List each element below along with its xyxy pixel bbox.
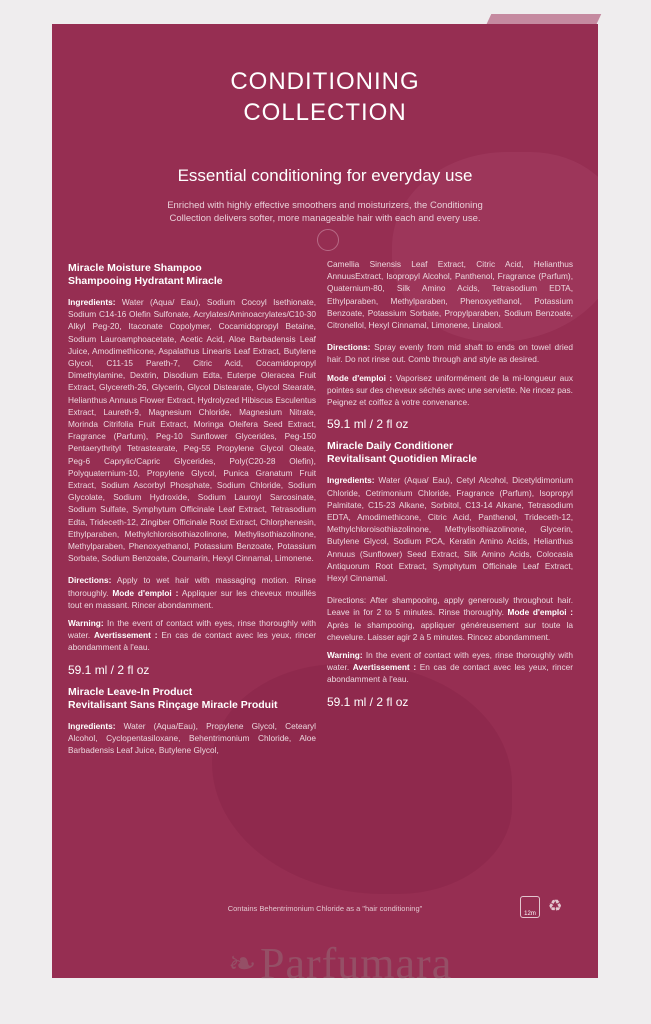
conditioner-size: 59.1 ml / 2 fl oz <box>327 694 409 709</box>
pao-jar-icon: 12m <box>520 896 540 918</box>
leavein-heading: Miracle Leave-In Product Revitalisant Sans Rinçage Miracle Produit <box>68 685 278 711</box>
collection-title <box>52 66 598 128</box>
leaf-icon: ❧ <box>228 945 257 983</box>
shampoo-ingredients: Ingredients: Water (Aqua/ Eau), Sodium Cocoyl Isethionate, Sodium C14-16 Olefin Sulfonate, Acrylates/Aminoacrylates/C10-30 Alkyl Peg-20, Itaconate Copolymer, Cocamidopropyl Betaine, Sodium Lauroamphoacetate, Acetic Acid, Aloe Barbadensis Leaf Juice, Amodimethicone, Aspalathus Linearis Leaf Extract, Butylene Glycol, C11-15 Pareth-7, Citric Acid, Cocamidopropyl Dimethylamine, Dextrin, Disodium Edta, Euterpe Oleracea Fruit Extract, Glycereth-26, Glycerin, Glycol Distearate, Glycol Stearate, Helianthus Annuus Flower Extract, Hydrolyzed Hibiscus Esculentus Extract, Laureth-9, Magnesium Chloride, Magnesium Nitrate, Morinda Citrifolia Fruit Extract, Moringa Oleifera Seed Extract, Fragrance (Parfum), Peg-10 Sunflower Glycerides, Peg-150 Pentaerythrityl Tetrastearate, Peg-55 Propylene Glycol Oleate, Peg-6 Caprylic/Capric Glycerides, Poly(C20-28 Olefin), Polyquaternium-10, Propylene Glycol, Punica Granatum Fruit Extract, Sodium Ascorbyl Phosphate, Sodium Chloride, Sodium Glycolate, Sodium Hydroxide, Sodium Lauroyl Sarcosinate, Sodium Sulfate, Symphytum Officinale Leaf Extract, Tetrasodium Edta, Trideceth-12, Zingiber Officinale Root Extract, Chlorphenesin, Ethylparaben, Methylchloroisothiazolinone, Methylisothiazolinone, Methylparaben, Phenoxyethanol, Potassium Benzoate, Potassium Sorbate, Sodium Benzoate, Coumarin, Hexyl Cinnamal, Limonene. <box>68 297 316 564</box>
conditioner-warning: Warning: In the event of contact with eyes, rinse thoroughly with water. Avertissement : En cas de contact avec les yeux, rincer abondamment à l'eau. <box>327 650 574 685</box>
recycle-icon: ♻ <box>548 898 563 915</box>
shampoo-warning: Warning: In the event of contact with eyes, rinse thoroughly with water. Avertissement : En cas de contact avec les yeux, rincer abondamment à l'eau. <box>68 618 317 653</box>
right-column <box>327 258 573 718</box>
product-box-back <box>52 24 598 978</box>
conditioner-ingredients: Ingredients: Water (Aqua/ Eau), Cetyl Alcohol, Dicetyldimonium Chloride, Cetrimonium Chloride, Fragrance (Parfum), Isopropyl Palmitate, C15-23 Alkane, Sorbitol, C13-14 Alkane, Tetrasodium EDTA, Amodimethicone, Citric Acid, Panthenol, Trideceth-12, Methylchloroisothiazolinone, Methylisothiazolinone, Glycerin, Butylene Glycol, Sodium PCA, Keratin Amino Acids, Helianthus Annuus (Sunflower) Seed Extract, Silk Amino Acids, Colocasia Antiquorum Root Extract, Symphytum Officinale Leaf Extract, Hexyl Cinnamal. <box>327 475 573 584</box>
decorative-circle <box>317 229 339 251</box>
title-line: CONDITIONING <box>230 68 420 95</box>
title-line: COLLECTION <box>243 99 407 126</box>
conditioner-heading: Miracle Daily Conditioner Revitalisant Quotidien Miracle <box>327 440 477 466</box>
shampoo-directions: Directions: Apply to wet hair with massaging motion. Rinse thoroughly. Mode d'emploi : Appliquer sur les cheveux mouillés tout en massant. Rincer abondamment. <box>68 575 316 610</box>
intro-text: Enriched with highly effective smoothers and moisturizers, the Conditioning Collection delivers softer, more manageable hair with each and every use. <box>167 200 483 224</box>
leavein-directions: Directions: Spray evenly from mid shaft to ends on towel dried hair. Do not rinse out. Comb through and style as desired. <box>327 342 574 365</box>
leavein-mode: Mode d'emploi : Vaporisez uniformément de la mi-longueur aux pointes sur des cheveux séchés avec une serviette. Ne rincez pas. Peignez et coiffez à votre convenance. <box>327 372 573 408</box>
conditioner-directions: Directions: After shampooing, apply generously throughout hair. Leave in for 2 to 5 minutes. Rinse thoroughly. Mode d'emploi : Après le shampooing, appliquer généreusement sur toute la chevelure. Laisser agir 2 à 5 minutes. Rincez abondamment. <box>327 595 573 642</box>
tagline: Essential conditioning for everyday use <box>177 166 473 185</box>
leavein-ingredients: Ingredients: Water (Aqua/Eau), Propylene Glycol, Cetearyl Alcohol, Cyclopentasiloxane, Behentrimonium Chloride, Aloe Barbadensis Leaf Juice, Butylene Glycol, <box>68 720 316 756</box>
left-column <box>68 262 316 763</box>
leavein-ingredients-cont: Camellia Sinensis Leaf Extract, Citric Acid, Helianthus AnnuusExtract, Isopropyl Alcohol, Panthenol, Fragrance (Parfum), Quaternium-80, Silk Amino Acids, Tetrasodium EDTA, Ethylparaben, Methylparaben, Phenoxyethanol, Potassium Benzoate, Potassium Sorbate, Propylparaben, Sodium Benzoate, Citronellol, Hexyl Cinnamal, Limonene, Linalool. <box>327 259 573 331</box>
shampoo-heading: Miracle Moisture Shampoo Shampooing Hydratant Miracle <box>68 262 223 287</box>
shampoo-size: 59.1 ml / 2 fl oz <box>68 662 150 677</box>
footer-note: Contains Behentrimonium Chloride as a "hair conditioning" <box>227 904 423 913</box>
leavein-size: 59.1 ml / 2 fl oz <box>327 417 409 432</box>
watermark: Parfumara <box>260 939 453 988</box>
